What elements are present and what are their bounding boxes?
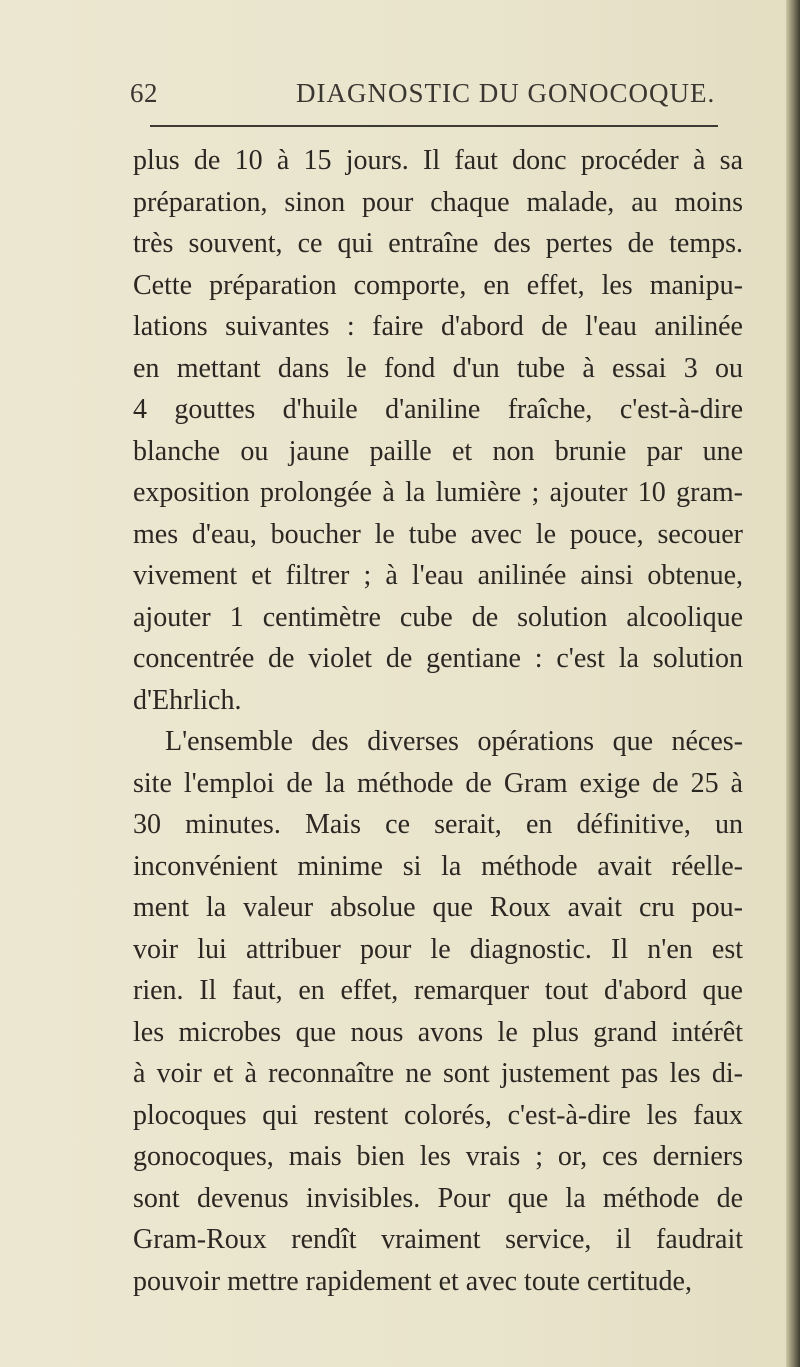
text-line: ajouter 1 centimètre cube de solution alcoolique xyxy=(133,601,743,633)
text-line: plocoques qui restent colorés, c'est-à-dire les faux xyxy=(133,1099,743,1131)
text-line: pouvoir mettre rapidement et avec toute certitude, xyxy=(133,1265,692,1297)
text-line: exposition prolongée à la lumière ; ajouter 10 gram- xyxy=(133,477,743,508)
text-line: concentrée de violet de gentiane : c'est la solution xyxy=(133,643,743,674)
text-line: sont devenus invisibles. Pour que la méthode de xyxy=(133,1182,743,1214)
page-edge-shadow xyxy=(786,0,800,1367)
text-line: ment la valeur absolue que Roux avait cru pou- xyxy=(133,892,743,923)
text-line: plus de 10 à 15 jours. Il faut donc procéder à sa xyxy=(133,145,743,176)
text-line: inconvénient minime si la méthode avait réelle- xyxy=(133,850,743,882)
running-title: DIAGNOSTIC DU GONOCOQUE. xyxy=(296,78,716,108)
text-line: 4 gouttes d'huile d'aniline fraîche, c'est-à-dire xyxy=(133,394,743,425)
text-line: mes d'eau, boucher le tube avec le pouce, secouer xyxy=(133,518,743,550)
text-line: très souvent, ce qui entraîne des pertes de temps. xyxy=(133,228,743,259)
text-line: blanche ou jaune paille et non brunie par une xyxy=(133,435,743,467)
text-line: vivement et filtrer ; à l'eau anilinée ainsi obtenue, xyxy=(133,560,743,591)
page-number: 62 xyxy=(130,78,158,108)
header-rule xyxy=(150,125,718,127)
text-line: Gram-Roux rendît vraiment service, il faudrait xyxy=(133,1224,743,1255)
text-line: voir lui attribuer pour le diagnostic. Il n'en est xyxy=(133,933,743,965)
text-line: les microbes que nous avons le plus grand intérêt xyxy=(133,1016,743,1048)
text-line: d'Ehrlich. xyxy=(133,684,242,716)
text-line: à voir et à reconnaître ne sont justement pas les di- xyxy=(133,1058,743,1089)
text-line: en mettant dans le fond d'un tube à essai 3 ou xyxy=(133,352,743,384)
text-line: rien. Il faut, en effet, remarquer tout d'abord que xyxy=(133,975,743,1006)
text-line: 30 minutes. Mais ce serait, en définitive, un xyxy=(133,809,743,840)
text-line: site l'emploi de la méthode de Gram exige de 25 à xyxy=(133,767,743,799)
body-text xyxy=(133,140,743,1302)
text-line: Cette préparation comporte, en effet, les manipu- xyxy=(133,269,743,301)
text-line: lations suivantes : faire d'abord de l'eau anilinée xyxy=(133,311,743,342)
page-header xyxy=(0,78,800,114)
text-line: préparation, sinon pour chaque malade, au moins xyxy=(133,186,743,218)
text-line: gonocoques, mais bien les vrais ; or, ces derniers xyxy=(133,1141,743,1172)
text-line: L'ensemble des diverses opérations que néces- xyxy=(165,726,743,757)
